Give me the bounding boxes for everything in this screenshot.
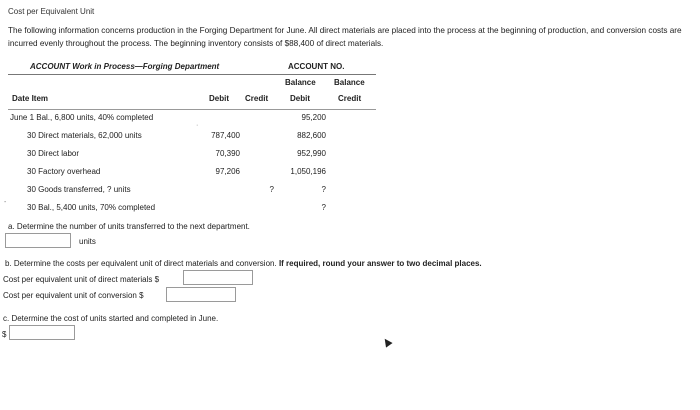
table-row: 30 Goods transferred, ? units [27, 185, 131, 194]
page-title: Cost per Equivalent Unit [8, 7, 95, 16]
question-b-text [5, 259, 482, 268]
debit-cell: 97,206 [215, 167, 240, 176]
balance-debit-cell: 952,990 [297, 149, 326, 158]
balance-debit-cell: 95,200 [301, 113, 326, 122]
table-row: 30 Direct materials, 62,000 units [27, 131, 142, 140]
problem-intro: The following information concerns production in the Forging Department for June. All direct materials are placed into the process at the beginning of production, and conversion costs are incurred evenly throughout the process. The beginning inventory consists of $88,400 of direct materials. [8, 26, 682, 48]
dot-mark: · [196, 122, 199, 129]
started-completed-cost-input[interactable] [9, 325, 75, 340]
table-row: 30 Bal., 5,400 units, 70% completed [27, 203, 156, 212]
account-label: ACCOUNT Work in Process—Forging Department [30, 62, 220, 71]
credit-header: Credit [245, 94, 269, 103]
question-c-text: c. Determine the cost of units started and completed in June. [3, 314, 219, 323]
balance-debit-cell: ? [321, 185, 326, 194]
debit-cell: 787,400 [211, 131, 240, 140]
balance-credit-top-header: Balance [334, 78, 365, 87]
credit-cell: ? [269, 185, 274, 194]
balance-debit-header: Debit [290, 94, 310, 103]
table-row: 30 Direct labor [27, 149, 80, 158]
header-divider [8, 109, 376, 110]
balance-debit-cell: 882,600 [297, 131, 326, 140]
units-label: units [79, 237, 96, 246]
balance-credit-header: Credit [338, 94, 362, 103]
currency-label: $ [2, 330, 7, 339]
table-row: June 1 Bal., 6,800 units, 40% completed [10, 113, 154, 122]
dm-cost-input[interactable] [183, 270, 253, 285]
debit-cell: 70,390 [215, 149, 240, 158]
debit-header: Debit [209, 94, 229, 103]
date-item-header: Date Item [12, 94, 49, 103]
balance-debit-cell: 1,050,196 [290, 167, 326, 176]
units-transferred-input[interactable] [5, 233, 71, 248]
mouse-cursor-icon [381, 336, 392, 347]
question-b-main: b. Determine the costs per equivalent unit of direct materials and conversion. [5, 259, 277, 268]
conversion-cost-label: Cost per equivalent unit of conversion $ [3, 291, 144, 300]
question-a-text: a. Determine the number of units transferred to the next department. [8, 222, 250, 231]
balance-debit-top-header: Balance [285, 78, 316, 87]
dm-cost-label: Cost per equivalent unit of direct materials $ [3, 275, 160, 284]
balance-debit-cell: ? [321, 203, 326, 212]
question-b-instruction: If required, round your answer to two decimal places. [278, 259, 482, 268]
account-no-label: ACCOUNT NO. [288, 62, 345, 71]
dash-mark: - [4, 199, 7, 206]
conversion-cost-input[interactable] [166, 287, 236, 302]
account-divider [8, 74, 376, 75]
table-row: 30 Factory overhead [27, 167, 101, 176]
